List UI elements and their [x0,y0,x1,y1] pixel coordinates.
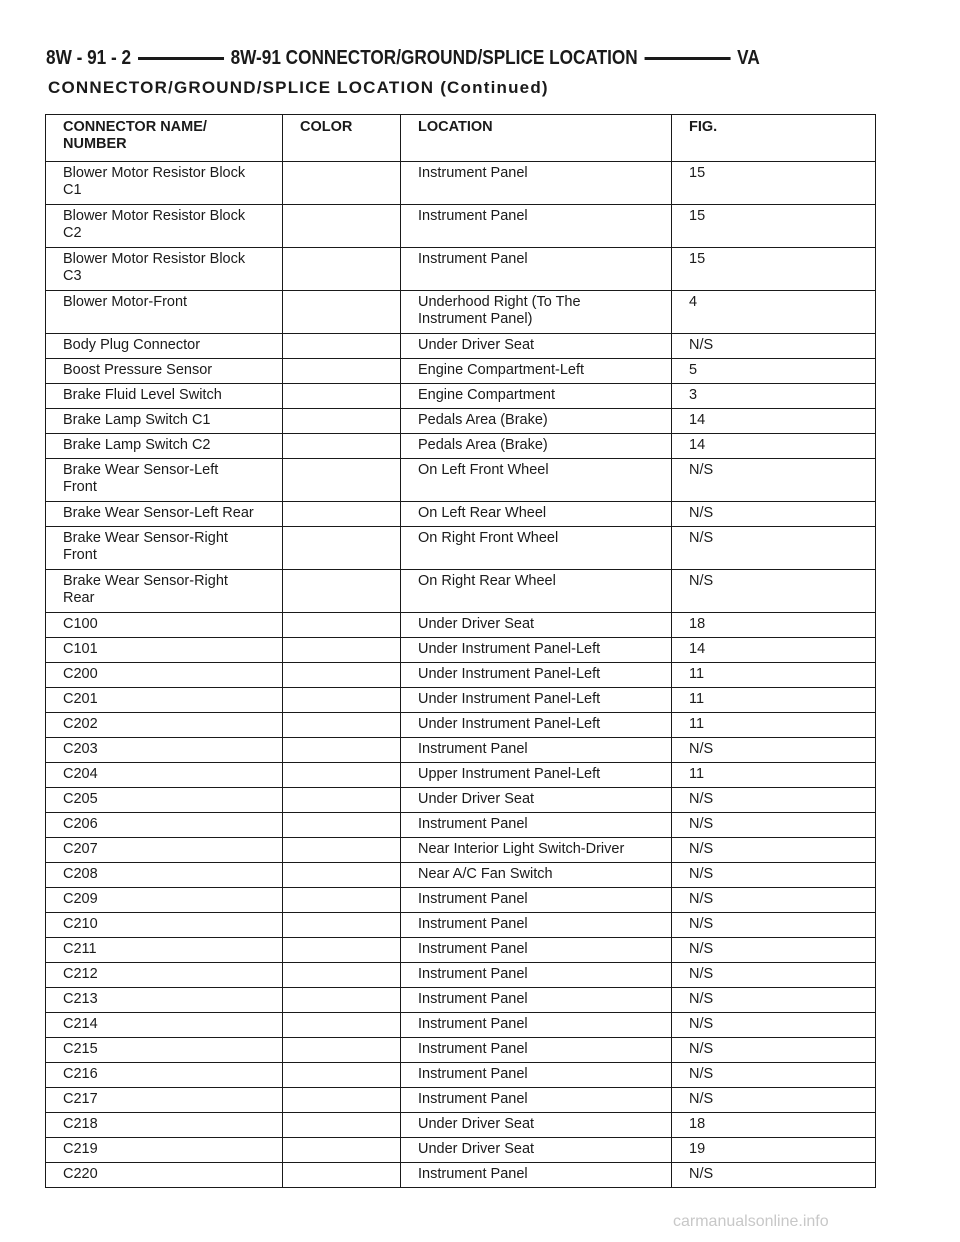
cell-connector-name: C219 [46,1138,283,1163]
cell-connector-name: Brake Wear Sensor-Right Front [46,527,283,570]
page-number: 8W - 91 - 2 [46,46,132,69]
cell-fig: 11 [672,688,876,713]
cell-color [283,713,401,738]
column-header: CONNECTOR NAME/ NUMBER [46,115,283,162]
table-row [46,1163,876,1188]
table-row [46,359,876,384]
table-row [46,570,876,613]
cell-connector-name: C207 [46,838,283,863]
cell-color [283,688,401,713]
cell-location: Pedals Area (Brake) [401,409,672,434]
cell-location: Engine Compartment [401,384,672,409]
table-row [46,663,876,688]
table-row [46,738,876,763]
cell-color [283,162,401,205]
cell-fig: 3 [672,384,876,409]
cell-color [283,888,401,913]
cell-location: Engine Compartment-Left [401,359,672,384]
table-body [46,162,876,1188]
cell-fig: 15 [672,248,876,291]
cell-location: Under Driver Seat [401,788,672,813]
cell-connector-name: C217 [46,1088,283,1113]
cell-fig: N/S [672,963,876,988]
cell-fig: N/S [672,570,876,613]
cell-color [283,409,401,434]
cell-color [283,663,401,688]
header-rule-right [645,57,731,60]
cell-location: Under Instrument Panel-Left [401,688,672,713]
cell-color [283,384,401,409]
cell-color [283,527,401,570]
table-row [46,913,876,938]
cell-connector-name: Blower Motor Resistor Block C2 [46,205,283,248]
table-row [46,713,876,738]
cell-location: Instrument Panel [401,738,672,763]
table-row [46,1063,876,1088]
cell-connector-name: Brake Wear Sensor-Right Rear [46,570,283,613]
cell-color [283,838,401,863]
cell-location: Instrument Panel [401,813,672,838]
table-row [46,763,876,788]
cell-fig: N/S [672,1038,876,1063]
cell-connector-name: C220 [46,1163,283,1188]
cell-connector-name: C201 [46,688,283,713]
cell-location: On Left Rear Wheel [401,502,672,527]
cell-connector-name: Brake Fluid Level Switch [46,384,283,409]
table-row [46,1038,876,1063]
column-header: FIG. [672,115,876,162]
table-row [46,384,876,409]
cell-fig: N/S [672,838,876,863]
cell-fig: N/S [672,913,876,938]
cell-location: Upper Instrument Panel-Left [401,763,672,788]
cell-fig: N/S [672,988,876,1013]
cell-color [283,988,401,1013]
table-row [46,788,876,813]
cell-location: Under Instrument Panel-Left [401,663,672,688]
header-rule-left [138,57,224,60]
cell-fig: N/S [672,1063,876,1088]
table-row [46,1113,876,1138]
table-row [46,988,876,1013]
cell-fig: 14 [672,638,876,663]
cell-fig: 15 [672,205,876,248]
cell-fig: 11 [672,713,876,738]
cell-fig: 14 [672,434,876,459]
cell-connector-name: C212 [46,963,283,988]
cell-location: Instrument Panel [401,913,672,938]
table-row [46,1088,876,1113]
cell-color [283,502,401,527]
cell-connector-name: C214 [46,1013,283,1038]
cell-color [283,1138,401,1163]
cell-location: Pedals Area (Brake) [401,434,672,459]
cell-location: Near Interior Light Switch-Driver [401,838,672,863]
cell-connector-name: C210 [46,913,283,938]
cell-location: Under Driver Seat [401,613,672,638]
cell-connector-name: C206 [46,813,283,838]
cell-connector-name: C205 [46,788,283,813]
table-row [46,688,876,713]
cell-fig: N/S [672,459,876,502]
cell-color [283,738,401,763]
cell-color [283,570,401,613]
cell-fig: N/S [672,1088,876,1113]
cell-fig: N/S [672,938,876,963]
cell-connector-name: C100 [46,613,283,638]
cell-fig: N/S [672,1163,876,1188]
cell-connector-name: Blower Motor-Front [46,291,283,334]
cell-connector-name: C209 [46,888,283,913]
cell-connector-name: C213 [46,988,283,1013]
cell-fig: 11 [672,763,876,788]
cell-color [283,788,401,813]
cell-color [283,863,401,888]
cell-connector-name: Brake Lamp Switch C2 [46,434,283,459]
cell-location: Instrument Panel [401,888,672,913]
cell-color [283,1013,401,1038]
cell-connector-name: C215 [46,1038,283,1063]
cell-connector-name: C204 [46,763,283,788]
table-row [46,613,876,638]
cell-location: Instrument Panel [401,1163,672,1188]
page-title: CONNECTOR/GROUND/SPLICE LOCATION (Continued) [48,78,549,97]
cell-location: Instrument Panel [401,1013,672,1038]
section-title-header: 8W-91 CONNECTOR/GROUND/SPLICE LOCATION [230,46,638,69]
cell-connector-name: Blower Motor Resistor Block C3 [46,248,283,291]
cell-location: Instrument Panel [401,938,672,963]
cell-location: Instrument Panel [401,988,672,1013]
cell-connector-name: Brake Lamp Switch C1 [46,409,283,434]
cell-color [283,1088,401,1113]
cell-location: Near A/C Fan Switch [401,863,672,888]
cell-color [283,248,401,291]
table-row [46,527,876,570]
cell-color [283,1038,401,1063]
cell-color [283,938,401,963]
cell-fig: N/S [672,527,876,570]
table-row [46,459,876,502]
cell-fig: N/S [672,502,876,527]
cell-connector-name: Brake Wear Sensor-Left Front [46,459,283,502]
cell-location: Instrument Panel [401,963,672,988]
cell-connector-name: C211 [46,938,283,963]
table-row [46,434,876,459]
cell-fig: 14 [672,409,876,434]
cell-location: Instrument Panel [401,1038,672,1063]
cell-color [283,291,401,334]
cell-color [283,334,401,359]
cell-fig: N/S [672,738,876,763]
cell-color [283,1163,401,1188]
cell-color [283,638,401,663]
table-row [46,205,876,248]
cell-connector-name: C203 [46,738,283,763]
cell-color [283,763,401,788]
cell-color [283,613,401,638]
cell-location: On Left Front Wheel [401,459,672,502]
cell-location: Under Instrument Panel-Left [401,638,672,663]
cell-fig: 5 [672,359,876,384]
cell-connector-name: Brake Wear Sensor-Left Rear [46,502,283,527]
cell-fig: N/S [672,1013,876,1038]
cell-fig: N/S [672,863,876,888]
cell-location: On Right Rear Wheel [401,570,672,613]
cell-color [283,205,401,248]
cell-fig: 4 [672,291,876,334]
table-row [46,162,876,205]
cell-location: Underhood Right (To The Instrument Panel) [401,291,672,334]
cell-connector-name: C208 [46,863,283,888]
cell-connector-name: Boost Pressure Sensor [46,359,283,384]
table-row [46,502,876,527]
table-row [46,409,876,434]
table-header-row [46,115,876,162]
cell-color [283,434,401,459]
cell-color [283,913,401,938]
cell-color [283,1063,401,1088]
table-row [46,1138,876,1163]
table-row [46,334,876,359]
column-header: COLOR [283,115,401,162]
cell-connector-name: C202 [46,713,283,738]
table-row [46,291,876,334]
table-row [46,863,876,888]
table-row [46,248,876,291]
cell-connector-name: C216 [46,1063,283,1088]
table-row [46,963,876,988]
cell-fig: N/S [672,788,876,813]
cell-fig: 18 [672,613,876,638]
watermark: carmanualsonline.info [673,1213,829,1230]
cell-location: Instrument Panel [401,248,672,291]
column-header: LOCATION [401,115,672,162]
cell-connector-name: C218 [46,1113,283,1138]
cell-fig: 18 [672,1113,876,1138]
cell-location: Under Driver Seat [401,1138,672,1163]
cell-fig: 15 [672,162,876,205]
cell-fig: N/S [672,813,876,838]
cell-fig: 19 [672,1138,876,1163]
cell-color [283,1113,401,1138]
cell-location: Instrument Panel [401,205,672,248]
model-code: VA [737,46,760,69]
table-row [46,1013,876,1038]
cell-connector-name: C101 [46,638,283,663]
cell-location: Under Instrument Panel-Left [401,713,672,738]
cell-color [283,813,401,838]
cell-location: Instrument Panel [401,162,672,205]
table-row [46,888,876,913]
page-header [46,44,760,72]
cell-color [283,459,401,502]
cell-location: Under Driver Seat [401,334,672,359]
cell-connector-name: Blower Motor Resistor Block C1 [46,162,283,205]
table-row [46,813,876,838]
cell-location: On Right Front Wheel [401,527,672,570]
table-row [46,938,876,963]
cell-location: Instrument Panel [401,1088,672,1113]
cell-connector-name: Body Plug Connector [46,334,283,359]
cell-color [283,359,401,384]
cell-fig: 11 [672,663,876,688]
cell-fig: N/S [672,334,876,359]
cell-connector-name: C200 [46,663,283,688]
cell-color [283,963,401,988]
cell-location: Instrument Panel [401,1063,672,1088]
table-row [46,638,876,663]
connector-location-table [45,114,876,1188]
cell-location: Under Driver Seat [401,1113,672,1138]
table-row [46,838,876,863]
cell-fig: N/S [672,888,876,913]
